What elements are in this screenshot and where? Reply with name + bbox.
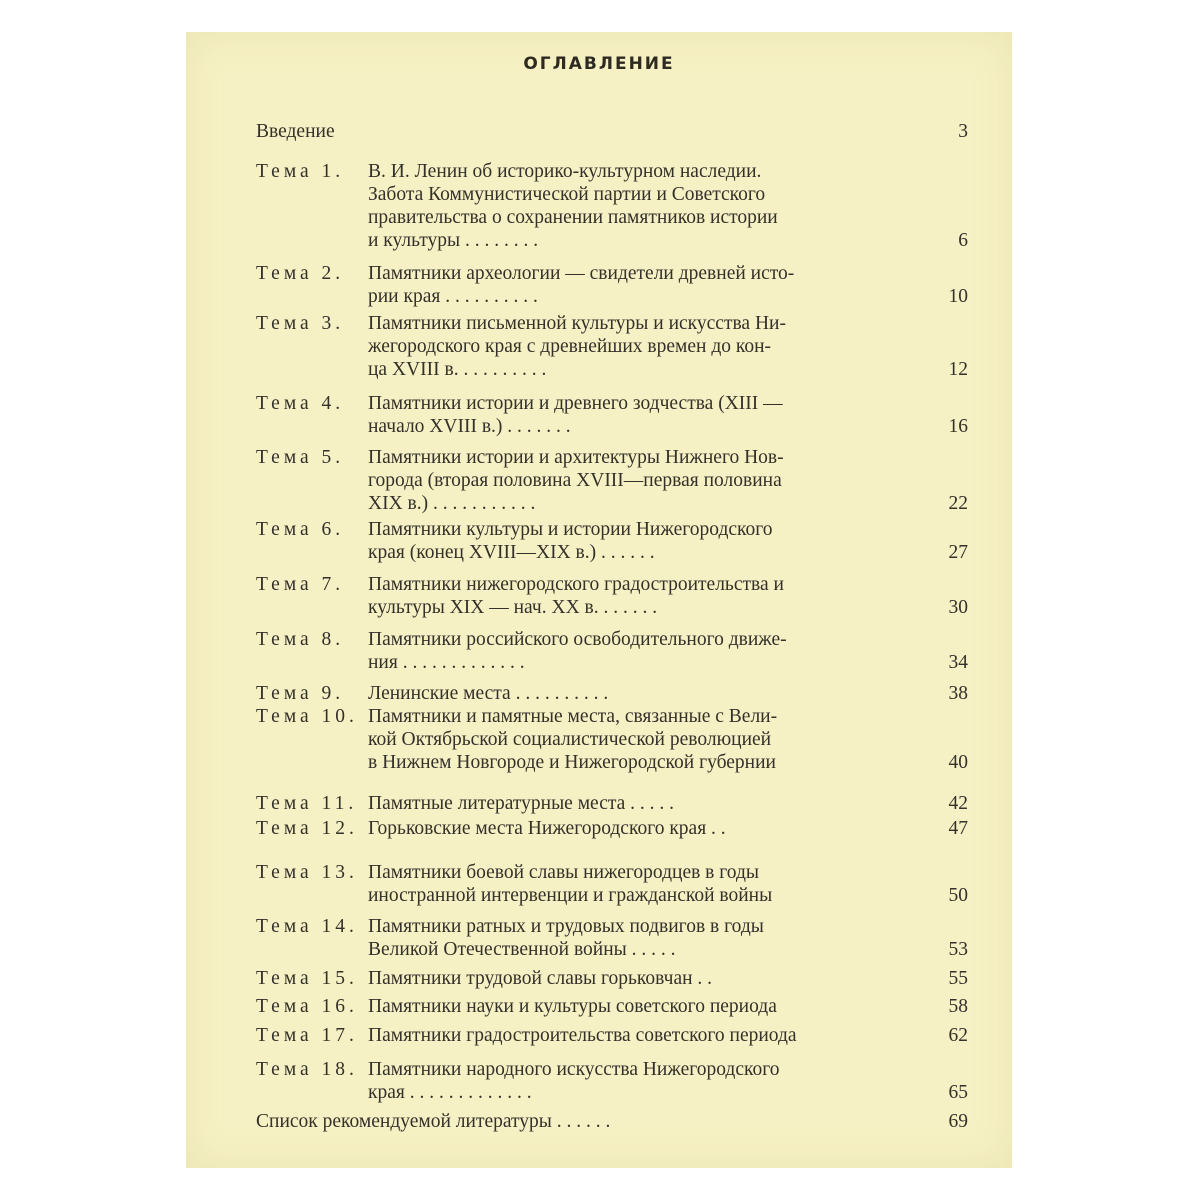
- entry-text-line: Памятники градостроительства советского периода: [368, 1025, 797, 1046]
- topic-label: Тема 8.: [256, 629, 345, 650]
- entry-text-line: иностранной интервенции и гражданской войны: [368, 885, 773, 906]
- toc-entry-topic: [256, 518, 968, 564]
- topic-label: Тема 18.: [256, 1059, 358, 1080]
- page-number: 12: [948, 359, 968, 380]
- topic-label: Тема 15.: [256, 968, 358, 989]
- toc-entry-bibliography: [256, 1110, 968, 1133]
- entry-text-line: Памятные литературные места . . . . .: [368, 793, 675, 814]
- entry-text-line: В. И. Ленин об историко-культурном наследии.: [368, 161, 762, 182]
- toc-entry-topic: [256, 1024, 968, 1047]
- page-number: 42: [948, 793, 968, 814]
- document-page: [186, 32, 1012, 1168]
- toc-entry-topic: [256, 817, 968, 840]
- entry-text-line: ния . . . . . . . . . . . . .: [368, 652, 525, 673]
- entry-text-line: Горьковские места Нижегородского края . .: [368, 818, 726, 839]
- topic-label: Тема 5.: [256, 447, 345, 468]
- entry-text-line: Великой Отечественной войны . . . . .: [368, 939, 676, 960]
- entry-text-line: края (конец XVIII—XIX в.) . . . . . .: [368, 542, 655, 563]
- entry-text-line: ца XVIII в. . . . . . . . . .: [368, 359, 547, 380]
- topic-label: Тема 12.: [256, 818, 358, 839]
- page-number: 27: [948, 542, 968, 563]
- entry-text-line: Памятники боевой славы нижегородцев в годы: [368, 862, 759, 883]
- topic-label: Тема 7.: [256, 574, 345, 595]
- entry-text-line: XIX в.) . . . . . . . . . . .: [368, 493, 536, 514]
- entry-text-line: города (вторая половина XVIII—первая половина: [368, 470, 782, 491]
- entry-text-line: Памятники трудовой славы горьковчан . .: [368, 968, 713, 989]
- entry-text-line: Памятники народного искусства Нижегородского: [368, 1059, 780, 1080]
- page-number: 16: [948, 416, 968, 437]
- entry-text-line: Памятники российского освободительного движе-: [368, 629, 787, 650]
- entry-text-line: в Нижнем Новгороде и Нижегородской губернии: [368, 752, 776, 773]
- entry-text-line: Список рекомендуемой литературы . . . . . .: [256, 1111, 611, 1132]
- page-number: 10: [948, 286, 968, 307]
- page-number: 40: [948, 752, 968, 773]
- entry-text-line: Памятники культуры и истории Нижегородского: [368, 519, 773, 540]
- toc-entry-intro: [256, 120, 968, 143]
- toc-entry-topic: [256, 792, 968, 815]
- topic-label: Тема 2.: [256, 263, 345, 284]
- page-number: 53: [948, 939, 968, 960]
- entry-text-line: правительства о сохранении памятников истории: [368, 207, 778, 228]
- topic-label: Тема 16.: [256, 996, 358, 1017]
- toc-entry-topic: [256, 1058, 968, 1104]
- topic-label: Тема 1.: [256, 161, 345, 182]
- toc-entry-topic: [256, 628, 968, 674]
- topic-label: Тема 4.: [256, 393, 345, 414]
- toc-entry-topic: [256, 705, 968, 774]
- toc-entry-topic: [256, 967, 968, 990]
- page-number: 34: [948, 652, 968, 673]
- topic-label: Тема 9.: [256, 683, 345, 704]
- topic-label: Тема 10.: [256, 706, 358, 727]
- page-number: 58: [948, 996, 968, 1017]
- entry-text-line: Памятники и памятные места, связанные с Вели-: [368, 706, 778, 727]
- entry-text-line: и культуры . . . . . . . .: [368, 230, 539, 251]
- topic-label: Тема 17.: [256, 1025, 358, 1046]
- entry-text-line: Памятники нижегородского градостроительства и: [368, 574, 784, 595]
- entry-text-line: Памятники истории и древнего зодчества (XIII —: [368, 393, 783, 414]
- page-number: 62: [948, 1025, 968, 1046]
- entry-text-line: края . . . . . . . . . . . . .: [368, 1082, 532, 1103]
- topic-label: Тема 13.: [256, 862, 358, 883]
- entry-text-line: начало XVIII в.) . . . . . . .: [368, 416, 571, 437]
- toc-entry-topic: [256, 392, 968, 438]
- page-number: 22: [948, 493, 968, 514]
- toc-entry-topic: [256, 160, 968, 252]
- entry-text-line: рии края . . . . . . . . . .: [368, 286, 538, 307]
- toc-entry-topic: [256, 573, 968, 619]
- toc-entry-topic: [256, 861, 968, 907]
- entry-text-line: Ленинские места . . . . . . . . . .: [368, 683, 609, 704]
- toc-entry-topic: [256, 312, 968, 381]
- entry-text-line: Введение: [256, 121, 335, 142]
- page-number: 55: [948, 968, 968, 989]
- toc-entry-topic: [256, 262, 968, 308]
- toc-entry-topic: [256, 446, 968, 515]
- topic-label: Тема 3.: [256, 313, 345, 334]
- entry-text-line: Памятники истории и архитектуры Нижнего Нов-: [368, 447, 784, 468]
- entry-text-line: Памятники археологии — свидетели древней исто-: [368, 263, 795, 284]
- entry-text-line: Памятники науки и культуры советского периода: [368, 996, 777, 1017]
- entry-text-line: Памятники письменной культуры и искусства Ни-: [368, 313, 786, 334]
- topic-label: Тема 11.: [256, 793, 358, 814]
- entry-text-line: Памятники ратных и трудовых подвигов в годы: [368, 916, 764, 937]
- entry-text-line: Забота Коммунистической партии и Советского: [368, 184, 766, 205]
- toc-entry-topic: [256, 995, 968, 1018]
- toc-entry-topic: [256, 915, 968, 961]
- page-number: 69: [948, 1111, 968, 1132]
- page-number: 65: [948, 1082, 968, 1103]
- entry-text-line: культуры XIX — нач. XX в. . . . . . .: [368, 597, 658, 618]
- page-number: 38: [948, 683, 968, 704]
- topic-label: Тема 6.: [256, 519, 345, 540]
- entry-text-line: кой Октябрьской социалистической революцией: [368, 729, 772, 750]
- entry-text-line: жегородского края с древнейших времен до кон-: [368, 336, 772, 357]
- page-number: 30: [948, 597, 968, 618]
- page-number: 3: [958, 121, 968, 142]
- page-number: 6: [958, 230, 968, 251]
- page-number: 50: [948, 885, 968, 906]
- page-number: 47: [948, 818, 968, 839]
- topic-label: Тема 14.: [256, 916, 358, 937]
- page-title: ОГЛАВЛЕНИЕ: [523, 54, 675, 74]
- toc-entry-topic: [256, 682, 968, 705]
